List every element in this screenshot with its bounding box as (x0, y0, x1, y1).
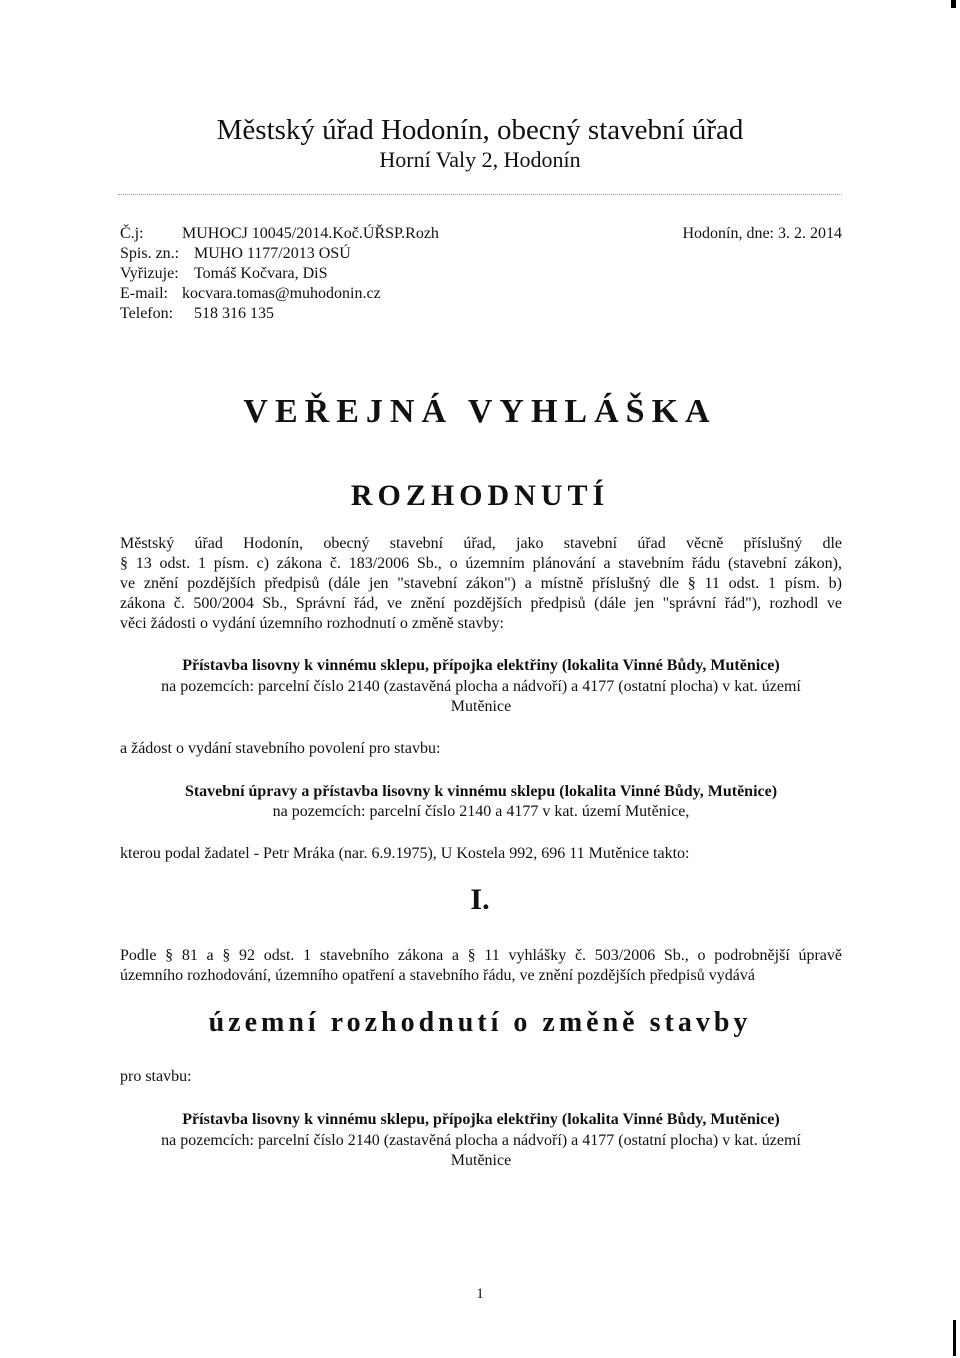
meta-cj-value: MUHOCJ 10045/2014.Koč.ÚŘSP.Rozh (182, 225, 439, 242)
meta-spis-label: Spis. zn.: (120, 245, 180, 262)
scan-mark-bottom (953, 1320, 956, 1356)
legal-basis-line2: územního rozhodování, územního opatření a stavebního řádu, ve znění pozdějších předpisů vydává (120, 967, 755, 984)
project2-location: na pozemcích: parcelní číslo 2140 a 4177 v kat. území Mutěnice, (272, 803, 690, 820)
header-divider (118, 194, 842, 195)
meta-telefon (120, 304, 540, 324)
public-notice-title: VEŘEJNÁ VYHLÁŠKA (243, 393, 717, 430)
meta-telefon-label: Telefon: (120, 305, 174, 322)
document-date: Hodonín, dne: 3. 2. 2014 (682, 225, 842, 242)
legal-basis-line1: Podle § 81 a § 92 odst. 1 stavebního zákona a § 11 vyhlášky č. 503/2006 Sb., o podrobnější úpravě (120, 947, 842, 964)
project3-name: Přístavba lisovny k vinnému sklepu, přípojka elektřiny (lokalita Vinné Bůdy, Mutěnice) (182, 1111, 780, 1128)
meta-cj-label: Č.j: (120, 225, 144, 242)
meta-telefon-value: 518 316 135 (194, 305, 274, 322)
meta-vyrizuje-value: Tomáš Kočvara, DiS (194, 265, 328, 282)
meta-spis-value: MUHO 1177/2013 OSÚ (194, 245, 351, 262)
meta-cj (120, 224, 540, 244)
section-number: I. (470, 883, 490, 916)
meta-vyrizuje-label: Vyřizuje: (120, 265, 179, 282)
applicant-line: kterou podal žadatel - Petr Mráka (nar. 6.9.1975), U Kostela 992, 696 11 Mutěnice takto: (120, 845, 690, 862)
project1-location-line1: na pozemcích: parcelní číslo 2140 (zastavěná plocha a nádvoří) a 4177 (ostatní plocha) v kat. území (161, 678, 801, 695)
meta-email (120, 284, 540, 304)
intro-line-2: § 13 odst. 1 písm. c) zákona č. 183/2006 Sb., o územním plánování a stavebním řádu (stavební zákon), (120, 555, 842, 572)
project2-name: Stavební úpravy a přístavba lisovny k vinnému sklepu (lokalita Vinné Bůdy, Mutěnice) (184, 783, 778, 800)
project1-name: Přístavba lisovny k vinnému sklepu, přípojka elektřiny (lokalita Vinné Bůdy, Mutěnice) (182, 657, 780, 674)
scan-mark-top (951, 0, 956, 8)
meta-email-value: kocvara.tomas@muhodonin.cz (182, 285, 381, 302)
intro-line-3: ve znění pozdějších předpisů (dále jen "stavební zákon") a místně příslušný dle § 11 odst. 1 písm. b) (120, 575, 842, 592)
meta-vyrizuje (120, 264, 540, 284)
meta-spis (120, 244, 540, 264)
page-number: 1 (476, 1286, 484, 1302)
intro-line-1: Městský úřad Hodonín, obecný stavební úřad, jako stavební úřad věcně příslušný dle (120, 535, 842, 552)
office-address: Horní Valy 2, Hodonín (379, 147, 581, 172)
project3-location-line2: Mutěnice (450, 1152, 512, 1169)
project3-location-line1: na pozemcích: parcelní číslo 2140 (zastavěná plocha a nádvoří) a 4177 (ostatní plocha) v kat. území (161, 1132, 801, 1149)
for-building-label: pro stavbu: (120, 1068, 192, 1085)
meta-email-label: E-mail: (120, 285, 168, 302)
decision-title: ROZHODNUTÍ (350, 479, 610, 512)
permit-request: a žádost o vydání stavebního povolení pro stavbu: (120, 740, 441, 757)
project1-location-line2: Mutěnice (450, 698, 512, 715)
office-name: Městský úřad Hodonín, obecný stavební úřad (216, 114, 744, 146)
intro-line-4: zákona č. 500/2004 Sb., Správní řád, ve znění pozdějších předpisů (dále jen "správní řád"), rozhodl ve (120, 595, 842, 612)
intro-line-5: věci žádosti o vydání územního rozhodnutí o změně stavby: (120, 615, 504, 632)
zoning-decision-title: územní rozhodnutí o změně stavby (208, 1007, 752, 1038)
